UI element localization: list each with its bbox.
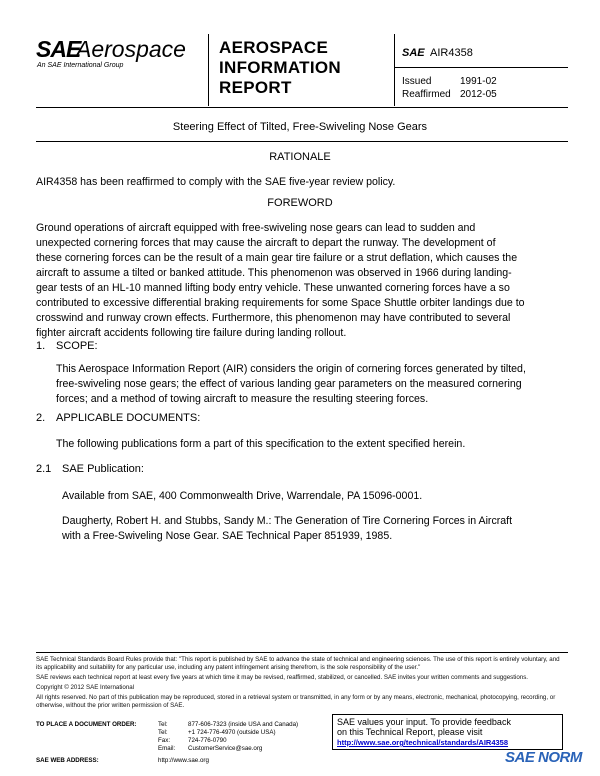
header-divider-right [394,34,395,106]
foreword-line: aircraft to assume a tilted or banked attitude. This phenomenon was observed in 1966 during landing- [36,267,512,279]
aerospace-logo: Aerospace [76,36,186,62]
order-label: TO PLACE A DOCUMENT ORDER: [36,721,137,728]
issued-label: Issued [402,76,432,87]
scope-heading: SCOPE: [56,340,98,352]
sae-availability: Available from SAE, 400 Commonwealth Drive, Warrendale, PA 15096-0001. [62,490,423,502]
issued-value: 1991-02 [460,76,497,87]
header-bottom-rule [36,107,568,108]
scope-line: forces; and a method of towing aircraft to measure the resulting steering forces. [56,393,429,405]
docnum-rule [394,67,568,68]
foreword-heading: FOREWORD [267,197,333,209]
subtitle-rule [36,141,568,142]
foreword-line: contributed to excessive differential braking requirements for some Space Shuttle orbiter landings due to [36,297,525,309]
logo-subtitle: An SAE International Group [37,62,124,69]
scope-paragraph [56,362,566,407]
applicable-text: The following publications form a part of this specification to the extent specified herein. [56,438,466,450]
rationale-heading: RATIONALE [269,151,331,163]
fax-label: Fax: [158,737,171,744]
sae-mark: SAE [402,47,425,59]
title-line-2: INFORMATION [219,58,341,77]
review-policy: SAE reviews each technical report at least every five years at which time it may be revised, reaffirmed, stabilized, or cancelled. SAE invites your written comments and suggestions. [36,674,529,681]
foreword-line: crosswind and runway crown effects. Furthermore, this phenomenon may have contributed to several [36,312,511,324]
email-value[interactable]: CustomerService@sae.org [188,745,263,752]
document-number: AIR4358 [430,47,473,59]
sae-pub-number: 2.1 [36,463,52,475]
tel-label: Tel: [158,721,168,728]
rights-notice: All rights reserved. No part of this publication may be reproduced, stored in a retrieval system or transmitted, in any form or by any means, electronic, mechanical, photocopying, recording, or otherwise, without the prior written permission of SAE. [36,694,556,709]
feedback-line-2: on this Technical Report, please visit [337,727,483,737]
rationale-text: AIR4358 has been reaffirmed to comply with the SAE five-year review policy. [36,176,396,188]
sae-logo: SAE [36,36,81,62]
title-line-1: AEROSPACE [219,38,329,57]
foreword-line: unexpected cornering forces that may cause the aircraft to depart the runway. The development of [36,237,496,249]
web-address-link[interactable]: http://www.sae.org [158,757,209,764]
reference-citation [62,514,567,544]
sae-pub-heading: SAE Publication: [62,463,144,475]
scope-line: This Aerospace Information Report (AIR) considers the origin of cornering forces generated by tilted, [56,363,526,375]
title-line-3: REPORT [219,78,292,97]
foreword-line: Ground operations of aircraft equipped with free-swiveling nose gears can lead to sudden and [36,222,476,234]
feedback-box [332,714,563,750]
reaffirmed-value: 2012-05 [460,89,497,100]
foreword-line: these cornering forces can be the result of a main gear tire failure or a strut deflation, which causes the [36,252,518,264]
reference-line: Daugherty, Robert H. and Stubbs, Sandy M.: The Generation of Tire Cornering Forces in Aircraft [62,515,513,527]
copyright: Copyright © 2012 SAE International [36,684,135,691]
footer-rule [36,652,568,653]
document-type-title [219,38,341,98]
email-label: Email: [158,745,176,752]
sae-norm-watermark: SAE NORM [505,749,582,766]
standards-board-rules: SAE Technical Standards Board Rules provide that: "This report is published by SAE to advance the state of technical and engineering sciences. The use of this report is entirely voluntary, and its applicability and suitability for any particular use, including any patent infringement arising therefrom, is the sole responsibility of the user." [36,656,560,671]
foreword-line: fighter aircraft accidents following tire failure during landing rollout. [36,327,347,339]
foreword-paragraph [36,221,566,341]
feedback-link[interactable]: http://www.sae.org/technical/standards/AIR4358 [337,738,509,747]
feedback-line-1: SAE values your input. To provide feedback [337,717,511,727]
scope-number: 1. [36,340,46,352]
fax-value: 724-776-0790 [188,737,227,744]
header-divider-left [208,34,209,106]
web-label: SAE WEB ADDRESS: [36,757,99,764]
footer-notices [36,656,566,710]
tel-value: 877-606-7323 (inside USA and Canada) [188,721,299,728]
tel2-label: Tel: [158,729,168,736]
applicable-number: 2. [36,412,46,424]
reaffirmed-label: Reaffirmed [402,89,451,100]
contact-values [188,721,333,753]
document-subtitle: Steering Effect of Tilted, Free-Swiveling Nose Gears [172,121,428,133]
foreword-line: gear tests of an HL-10 manned lifting body entry vehicle. These unwanted cornering forces have a so [36,282,510,294]
reference-line: with a Free-Swiveling Nose Gear. SAE Technical Paper 851939, 1985. [62,530,393,542]
applicable-heading: APPLICABLE DOCUMENTS: [56,412,201,424]
tel2-value: +1 724-776-4970 (outside USA) [188,729,276,736]
scope-line: free-swiveling nose gears; the effect of various landing gear parameters on the measured cornering [56,378,522,390]
